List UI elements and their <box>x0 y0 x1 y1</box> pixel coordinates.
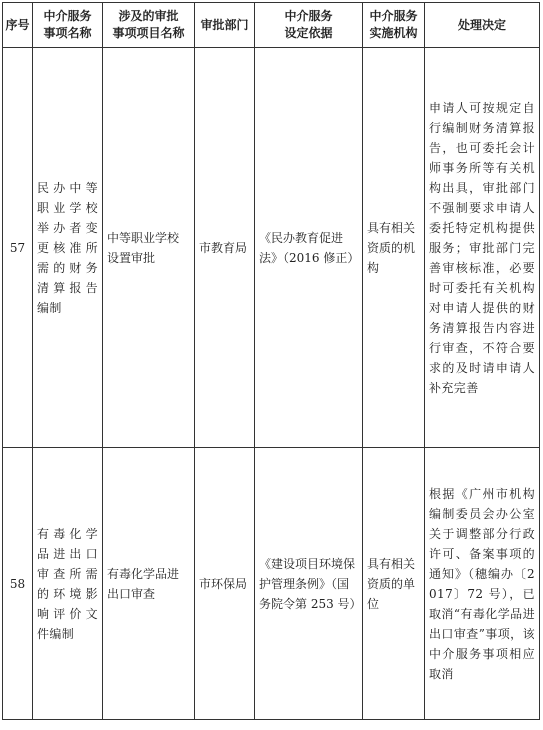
cell-department: 市教育局 <box>195 48 255 448</box>
header-department: 审批部门 <box>195 3 255 48</box>
cell-approval-item: 中等职业学校设置审批 <box>103 48 195 448</box>
cell-agency: 具有相关资质的单位 <box>363 448 425 720</box>
table-row <box>3 48 540 448</box>
cell-item-name: 民办中等职业学校举办者变更核准所需的财务清算报告编制 <box>33 48 103 448</box>
header-seq: 序号 <box>3 3 33 48</box>
cell-agency: 具有相关资质的机构 <box>363 48 425 448</box>
header-agency: 中介服务 实施机构 <box>363 3 425 48</box>
cell-basis: 《民办教育促进法》（2016 修正） <box>255 48 363 448</box>
intermediary-services-table <box>2 2 540 720</box>
cell-seq: 58 <box>3 448 33 720</box>
cell-approval-item: 有毒化学品进出口审查 <box>103 448 195 720</box>
cell-seq: 57 <box>3 48 33 448</box>
cell-department: 市环保局 <box>195 448 255 720</box>
header-row <box>3 3 540 48</box>
cell-decision: 根据《广州市机构编制委员会办公室关于调整部分行政许可、备案事项的通知》（穗编办〔2017〕72 号），已取消“有毒化学品进出口审查”事项，该中介服务事项相应取消 <box>425 448 540 720</box>
table-row <box>3 448 540 720</box>
header-item-name: 中介服务 事项名称 <box>33 3 103 48</box>
cell-basis: 《建设项目环境保护管理条例》（国务院令第 253 号） <box>255 448 363 720</box>
cell-item-name: 有毒化学品进出口审查所需的环境影响评价文件编制 <box>33 448 103 720</box>
header-approval-item: 涉及的审批 事项项目名称 <box>103 3 195 48</box>
cell-decision: 申请人可按规定自行编制财务清算报告，也可委托会计师事务所等有关机构出具，审批部门不强制要求申请人委托特定机构提供服务；审批部门完善审核标准，必要时可委托有关机构对申请人提供的财务清算报告内容进行审查，不符合要求的及时请申请人补充完善 <box>425 48 540 448</box>
header-basis: 中介服务 设定依据 <box>255 3 363 48</box>
header-decision: 处理决定 <box>425 3 540 48</box>
